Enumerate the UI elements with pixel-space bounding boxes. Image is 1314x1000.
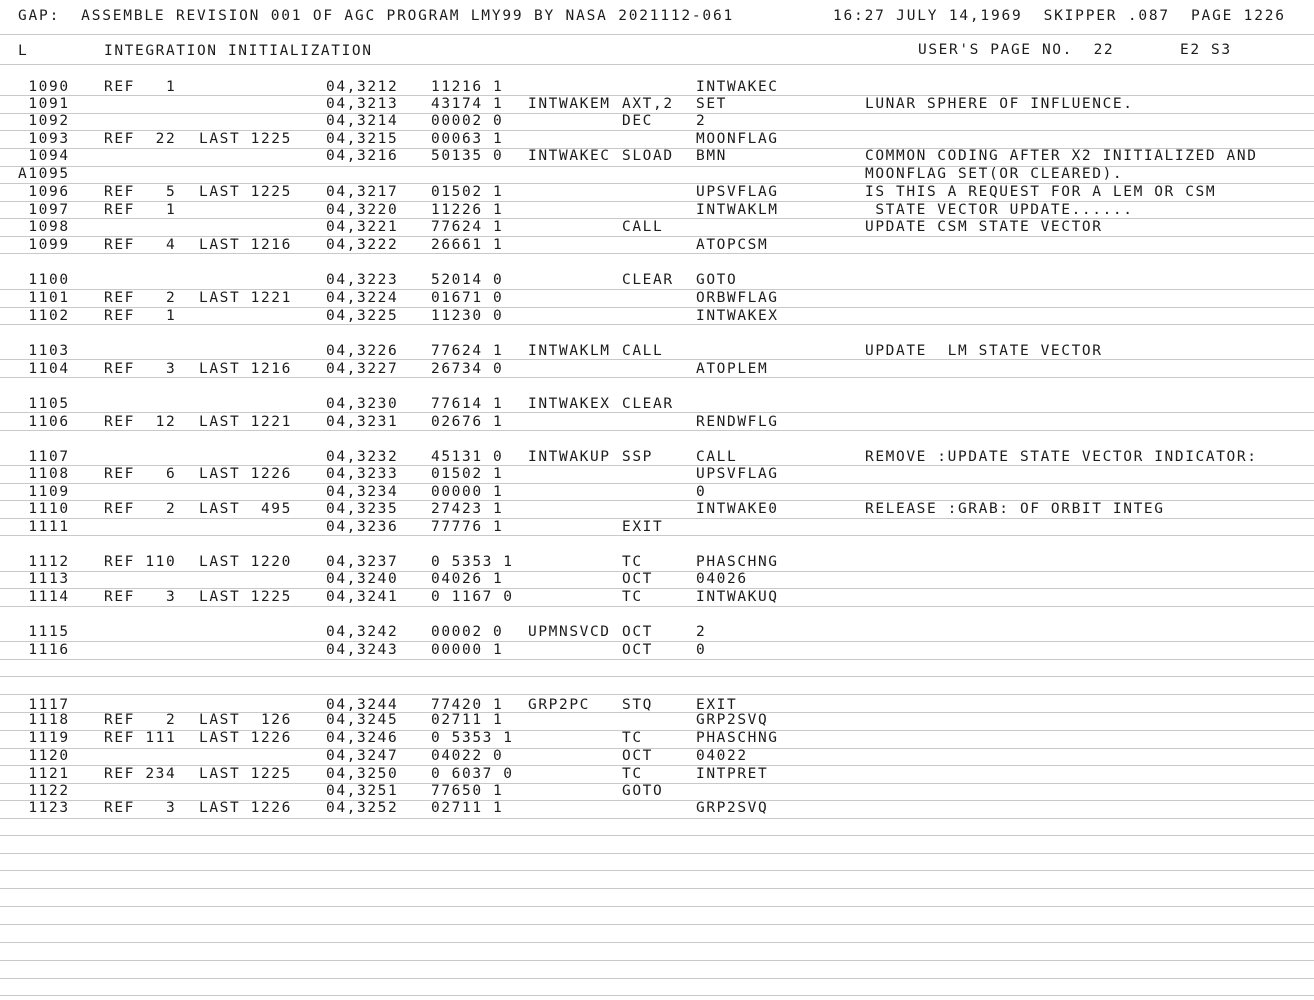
operand: PHASCHNG	[696, 730, 779, 746]
address: 04,3221	[326, 219, 399, 235]
paper-rule	[0, 906, 1314, 907]
opcode: SSP	[622, 449, 653, 465]
line-number: 1107	[18, 449, 70, 465]
paper-rule	[0, 359, 1314, 360]
symbol-label: INTWAKEC	[528, 148, 611, 164]
object-code: 77624 1	[431, 219, 504, 235]
listing-line	[0, 697, 1314, 713]
object-code: 00000 1	[431, 484, 504, 500]
address: 04,3232	[326, 449, 399, 465]
operand: EXIT	[696, 697, 738, 713]
address: 04,3230	[326, 396, 399, 412]
operand: RENDWFLG	[696, 414, 779, 430]
ref-count: REF 111	[104, 730, 177, 746]
symbol-label: INTWAKLM	[528, 343, 611, 359]
paper-rule	[0, 377, 1314, 378]
object-code: 26734 0	[431, 361, 504, 377]
object-code: 52014 0	[431, 272, 504, 288]
listing-line	[0, 466, 1314, 482]
address: 04,3237	[326, 554, 399, 570]
comment: STATE VECTOR UPDATE......	[865, 202, 1134, 218]
address: 04,3215	[326, 131, 399, 147]
listing-line	[0, 554, 1314, 570]
address: 04,3251	[326, 783, 399, 799]
address: 04,3212	[326, 79, 399, 95]
line-number: 1114	[18, 589, 70, 605]
last-ref: LAST 1225	[199, 766, 292, 782]
paper-rule	[0, 978, 1314, 979]
listing-line	[0, 501, 1314, 517]
operand: MOONFLAG	[696, 131, 779, 147]
ref-count: REF 22	[104, 131, 177, 147]
comment: UPDATE CSM STATE VECTOR	[865, 219, 1103, 235]
address: 04,3245	[326, 712, 399, 728]
object-code: 77776 1	[431, 519, 504, 535]
line-number: 1109	[18, 484, 70, 500]
ref-count: REF 3	[104, 589, 177, 605]
address: 04,3241	[326, 589, 399, 605]
paper-rule	[0, 942, 1314, 943]
line-number: 1091	[18, 96, 70, 112]
ref-count: REF 5	[104, 184, 177, 200]
paper-rule	[0, 535, 1314, 536]
paper-rule	[0, 659, 1314, 660]
line-number: 1118	[18, 712, 70, 728]
listing-line	[0, 571, 1314, 587]
object-code: 00000 1	[431, 642, 504, 658]
object-code: 02711 1	[431, 800, 504, 816]
address: 04,3244	[326, 697, 399, 713]
listing-line	[0, 219, 1314, 235]
listing-line	[0, 202, 1314, 218]
operand: ATOPCSM	[696, 237, 769, 253]
object-code: 11216 1	[431, 79, 504, 95]
object-code: 00002 0	[431, 113, 504, 129]
address: 04,3233	[326, 466, 399, 482]
line-number: 1096	[18, 184, 70, 200]
object-code: 0 1167 0	[431, 589, 514, 605]
comment: UPDATE LM STATE VECTOR	[865, 343, 1103, 359]
line-number: A1095	[18, 166, 70, 182]
last-ref: LAST 495	[199, 501, 292, 517]
listing-line	[0, 361, 1314, 377]
address: 04,3236	[326, 519, 399, 535]
operand: GRP2SVQ	[696, 712, 769, 728]
listing-line	[0, 184, 1314, 200]
object-code: 45131 0	[431, 449, 504, 465]
object-code: 02711 1	[431, 712, 504, 728]
line-number: 1110	[18, 501, 70, 517]
address: 04,3224	[326, 290, 399, 306]
listing-line	[0, 308, 1314, 324]
line-number: 1103	[18, 343, 70, 359]
symbol-label: INTWAKEM	[528, 96, 611, 112]
last-ref: LAST 1225	[199, 184, 292, 200]
last-ref: LAST 1226	[199, 730, 292, 746]
comment: RELEASE :GRAB: OF ORBIT INTEG	[865, 501, 1165, 517]
object-code: 01502 1	[431, 184, 504, 200]
object-code: 01671 0	[431, 290, 504, 306]
listing-line	[0, 449, 1314, 465]
address: 04,3240	[326, 571, 399, 587]
operand: INTWAKUQ	[696, 589, 779, 605]
paper-rule	[0, 34, 1314, 35]
opcode: SLOAD	[622, 148, 674, 164]
listing-line	[0, 414, 1314, 430]
user-page-number: USER'S PAGE NO. 22	[918, 42, 1115, 58]
line-number: 1116	[18, 642, 70, 658]
operand: ORBWFLAG	[696, 290, 779, 306]
ref-count: REF 6	[104, 466, 177, 482]
last-ref: LAST 1226	[199, 800, 292, 816]
opcode: GOTO	[622, 783, 664, 799]
listing-line	[0, 272, 1314, 288]
listing-line	[0, 237, 1314, 253]
ref-count: REF 1	[104, 202, 177, 218]
listing-line	[0, 748, 1314, 764]
object-code: 02676 1	[431, 414, 504, 430]
opcode: CLEAR	[622, 396, 674, 412]
address: 04,3227	[326, 361, 399, 377]
paper-rule	[0, 924, 1314, 925]
address: 04,3225	[326, 308, 399, 324]
line-number: 1104	[18, 361, 70, 377]
symbol-label: INTWAKEX	[528, 396, 611, 412]
line-number: 1092	[18, 113, 70, 129]
operand: INTWAKEX	[696, 308, 779, 324]
opcode: AXT,2	[622, 96, 674, 112]
ref-count: REF 234	[104, 766, 177, 782]
ref-count: REF 2	[104, 290, 177, 306]
object-code: 77420 1	[431, 697, 504, 713]
line-number: 1105	[18, 396, 70, 412]
object-code: 26661 1	[431, 237, 504, 253]
listing-line	[0, 642, 1314, 658]
opcode: OCT	[622, 748, 653, 764]
opcode: STQ	[622, 697, 653, 713]
address: 04,3234	[326, 484, 399, 500]
ref-count: REF 12	[104, 414, 177, 430]
comment: REMOVE :UPDATE STATE VECTOR INDICATOR:	[865, 449, 1258, 465]
line-number: 1097	[18, 202, 70, 218]
page-header-right: 16:27 JULY 14,1969 SKIPPER .087 PAGE 1226	[833, 8, 1286, 24]
ref-count: REF 2	[104, 712, 177, 728]
object-code: 04026 1	[431, 571, 504, 587]
ref-count: REF 3	[104, 800, 177, 816]
listing-line	[0, 148, 1314, 164]
line-number: 1098	[18, 219, 70, 235]
address: 04,3252	[326, 800, 399, 816]
object-code: 27423 1	[431, 501, 504, 517]
line-number: 1090	[18, 79, 70, 95]
address: 04,3246	[326, 730, 399, 746]
object-code: 00063 1	[431, 131, 504, 147]
paper-rule	[0, 430, 1314, 431]
address: 04,3250	[326, 766, 399, 782]
operand: 0	[696, 484, 707, 500]
paper-rule	[0, 606, 1314, 607]
address: 04,3235	[326, 501, 399, 517]
paper-rule	[0, 853, 1314, 854]
object-code: 11230 0	[431, 308, 504, 324]
operand: SET	[696, 96, 727, 112]
address: 04,3231	[326, 414, 399, 430]
line-number: 1094	[18, 148, 70, 164]
address: 04,3222	[326, 237, 399, 253]
line-number: 1101	[18, 290, 70, 306]
address: 04,3226	[326, 343, 399, 359]
opcode: TC	[622, 730, 643, 746]
address: 04,3217	[326, 184, 399, 200]
opcode: CALL	[622, 343, 664, 359]
address: 04,3214	[326, 113, 399, 129]
line-number: 1111	[18, 519, 70, 535]
operand: INTWAKLM	[696, 202, 779, 218]
operand: INTWAKE0	[696, 501, 779, 517]
object-code: 00002 0	[431, 624, 504, 640]
object-code: 50135 0	[431, 148, 504, 164]
listing-line	[0, 290, 1314, 306]
opcode: CLEAR	[622, 272, 674, 288]
comment: LUNAR SPHERE OF INFLUENCE.	[865, 96, 1134, 112]
opcode: TC	[622, 766, 643, 782]
comment: IS THIS A REQUEST FOR A LEM OR CSM	[865, 184, 1217, 200]
listing-line	[0, 396, 1314, 412]
opcode: CALL	[622, 219, 664, 235]
object-code: 77624 1	[431, 343, 504, 359]
listing-line	[0, 730, 1314, 746]
paper-rule	[0, 995, 1314, 996]
listing-line	[0, 484, 1314, 500]
object-code: 01502 1	[431, 466, 504, 482]
ref-count: REF 110	[104, 554, 177, 570]
address: 04,3216	[326, 148, 399, 164]
operand: 04026	[696, 571, 748, 587]
opcode: EXIT	[622, 519, 664, 535]
operand: INTPRET	[696, 766, 769, 782]
operand: INTWAKEC	[696, 79, 779, 95]
paper-rule	[0, 253, 1314, 254]
address: 04,3213	[326, 96, 399, 112]
line-number: 1093	[18, 131, 70, 147]
operand: 0	[696, 642, 707, 658]
last-ref: LAST 1225	[199, 131, 292, 147]
paper-rule	[0, 960, 1314, 961]
paper-rule	[0, 835, 1314, 836]
line-number: 1108	[18, 466, 70, 482]
operand: UPSVFLAG	[696, 466, 779, 482]
last-ref: LAST 1226	[199, 466, 292, 482]
symbol-label: UPMNSVCD	[528, 624, 611, 640]
object-code: 11226 1	[431, 202, 504, 218]
listing-line	[0, 800, 1314, 816]
line-number: 1113	[18, 571, 70, 587]
operand: 04022	[696, 748, 748, 764]
object-code: 77614 1	[431, 396, 504, 412]
page-header-left: GAP: ASSEMBLE REVISION 001 OF AGC PROGRAM LMY99 BY NASA 2021112-061	[18, 8, 735, 24]
line-number: 1121	[18, 766, 70, 782]
paper-rule	[0, 676, 1314, 677]
listing-line	[0, 113, 1314, 129]
listing-line	[0, 624, 1314, 640]
line-number: 1120	[18, 748, 70, 764]
line-number: 1122	[18, 783, 70, 799]
object-code: 0 5353 1	[431, 554, 514, 570]
line-number: 1100	[18, 272, 70, 288]
ref-count: REF 2	[104, 501, 177, 517]
object-code: 04022 0	[431, 748, 504, 764]
paper-rule	[0, 412, 1314, 413]
operand: 2	[696, 113, 707, 129]
listing-line	[0, 766, 1314, 782]
paper-rule	[0, 324, 1314, 325]
paper-rule	[0, 64, 1314, 65]
last-ref: LAST 1216	[199, 361, 292, 377]
last-ref: LAST 1220	[199, 554, 292, 570]
last-ref: LAST 1225	[199, 589, 292, 605]
line-number: 1119	[18, 730, 70, 746]
listing-line	[0, 519, 1314, 535]
opcode: OCT	[622, 571, 653, 587]
comment: COMMON CODING AFTER X2 INITIALIZED AND	[865, 148, 1258, 164]
address: 04,3223	[326, 272, 399, 288]
line-number: 1117	[18, 697, 70, 713]
ref-count: REF 3	[104, 361, 177, 377]
operand: GRP2SVQ	[696, 800, 769, 816]
paper-rule	[0, 818, 1314, 819]
ref-count: REF 4	[104, 237, 177, 253]
object-code: 0 6037 0	[431, 766, 514, 782]
paper-rule	[0, 888, 1314, 889]
listing-line	[0, 589, 1314, 605]
line-number: 1115	[18, 624, 70, 640]
operand: BMN	[696, 148, 727, 164]
opcode: OCT	[622, 642, 653, 658]
address: 04,3220	[326, 202, 399, 218]
object-code: 77650 1	[431, 783, 504, 799]
operand: UPSVFLAG	[696, 184, 779, 200]
listing-line	[0, 131, 1314, 147]
last-ref: LAST 126	[199, 712, 292, 728]
section-mark: L	[18, 43, 29, 59]
paper-rule	[0, 870, 1314, 871]
last-ref: LAST 1221	[199, 290, 292, 306]
operand: CALL	[696, 449, 738, 465]
opcode: TC	[622, 589, 643, 605]
line-number: 1106	[18, 414, 70, 430]
opcode: DEC	[622, 113, 653, 129]
ref-count: REF 1	[104, 79, 177, 95]
object-code: 43174 1	[431, 96, 504, 112]
line-number: 1102	[18, 308, 70, 324]
symbol-label: GRP2PC	[528, 697, 590, 713]
section-title: INTEGRATION INITIALIZATION	[104, 43, 373, 59]
address: 04,3247	[326, 748, 399, 764]
listing-line	[0, 712, 1314, 728]
object-code: 0 5353 1	[431, 730, 514, 746]
opcode: TC	[622, 554, 643, 570]
opcode: OCT	[622, 624, 653, 640]
section-code: E2 S3	[1180, 42, 1232, 58]
line-number: 1112	[18, 554, 70, 570]
last-ref: LAST 1221	[199, 414, 292, 430]
listing-line	[0, 96, 1314, 112]
address: 04,3242	[326, 624, 399, 640]
address: 04,3243	[326, 642, 399, 658]
listing-line	[0, 79, 1314, 95]
last-ref: LAST 1216	[199, 237, 292, 253]
operand: PHASCHNG	[696, 554, 779, 570]
line-number: 1123	[18, 800, 70, 816]
listing-line	[0, 783, 1314, 799]
line-number: 1099	[18, 237, 70, 253]
operand: ATOPLEM	[696, 361, 769, 377]
listing-line	[0, 343, 1314, 359]
comment: MOONFLAG SET(OR CLEARED).	[865, 166, 1124, 182]
paper-rule	[0, 694, 1314, 695]
ref-count: REF 1	[104, 308, 177, 324]
operand: 2	[696, 624, 707, 640]
listing-line	[0, 166, 1314, 182]
symbol-label: INTWAKUP	[528, 449, 611, 465]
operand: GOTO	[696, 272, 738, 288]
